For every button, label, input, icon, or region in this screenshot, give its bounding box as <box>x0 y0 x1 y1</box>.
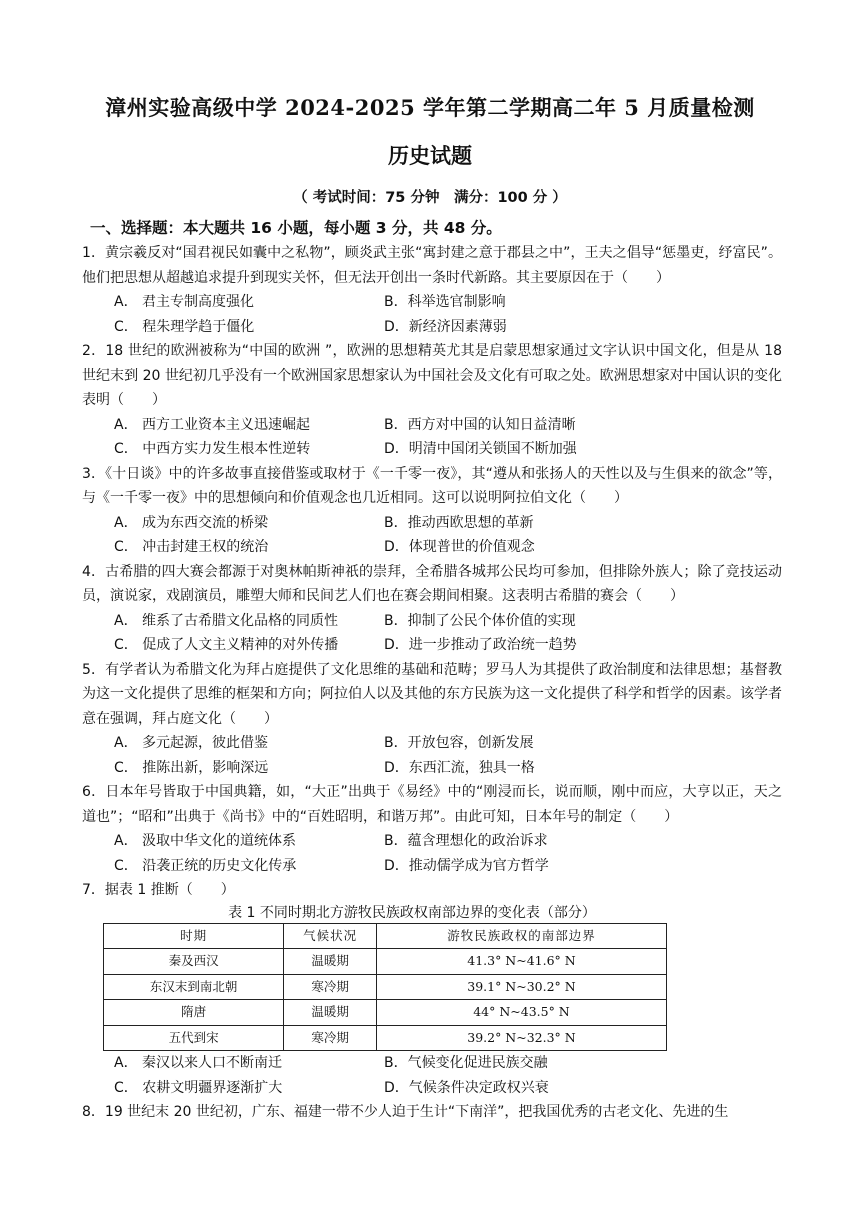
question-stem: 8．19 世纪末 20 世纪初，广东、福建一带不少人迫于生计“下南洋”，把我国优秀的古老文化、先进的生 <box>82 1104 729 1120</box>
section-heading: 一、选择题：本大题共 16 小题，每小题 3 分，共 48 分。 <box>90 219 502 237</box>
option-b[interactable]: B．气候变化促进民族交融 <box>384 1055 548 1071</box>
option-b[interactable]: B．蕴含理想化的政治诉求 <box>384 833 548 849</box>
question-6 <box>82 780 782 878</box>
option-d[interactable]: D．东西汇流，独具一格 <box>384 759 535 776</box>
question-8 <box>82 1100 782 1125</box>
table-cell: 秦及西汉 <box>104 949 284 975</box>
options <box>82 413 782 462</box>
column-header: 游牧民族政权的南部边界 <box>376 923 666 949</box>
question-3 <box>82 462 782 560</box>
table-row <box>104 1000 667 1026</box>
option-b[interactable]: B．抑制了公民个体价值的实现 <box>384 612 576 629</box>
option-c[interactable]: C． 程朱理学趋于僵化 <box>114 318 255 335</box>
question-stem: 5．有学者认为希腊文化为拜占庭提供了文化思维的基础和范畴；罗马人为其提供了政治制度和法律思想；基督教为这一文化提供了思维的框架和方向；阿拉伯人以及其他的东方民族为这一文化提供了科学和哲学的因素。该学者意在强调，拜占庭文化（ ） <box>82 661 782 727</box>
option-b[interactable]: B．开放包容，创新发展 <box>384 735 534 751</box>
question-stem: 6．日本年号皆取于中国典籍，如，“大正”出典于《易经》中的“刚浸而长，说而顺，刚中而应，大亨以正，天之道也”；“昭和”出典于《尚书》中的“百姓昭明，和谐万邦”。由此可知，日本年号的制定（ ） <box>82 784 782 825</box>
option-a[interactable]: A． 秦汉以来人口不断南迁 <box>114 1055 283 1071</box>
option-d[interactable]: D．推动儒学成为官方哲学 <box>384 857 549 874</box>
exam-meta: （ 考试时间：75 分钟 满分：100 分 ） <box>293 190 567 206</box>
option-a[interactable]: A． 多元起源，彼此借鉴 <box>114 735 269 751</box>
table-cell: 寒冷期 <box>284 974 377 1000</box>
option-a[interactable]: A． 维系了古希腊文化品格的同质性 <box>114 612 339 629</box>
question-1 <box>82 241 782 339</box>
exam-content <box>82 216 782 1125</box>
table-row <box>104 949 667 975</box>
question-7 <box>82 878 782 1100</box>
table-caption: 表 1 不同时期北方游牧民族政权南部边界的变化表（部分） <box>228 904 596 921</box>
option-c[interactable]: C． 推陈出新，影响深远 <box>114 759 269 776</box>
table-cell: 温暖期 <box>284 949 377 975</box>
option-d[interactable]: D．气候条件决定政权兴衰 <box>384 1079 549 1096</box>
question-stem: 2．18 世纪的欧洲被称为“中国的欧洲 ”，欧洲的思想精英尤其是启蒙思想家通过文字认识中国文化，但是从 18 世纪末到 20 世纪初几乎没有一个欧洲国家思想家认为中国社会及文化有可取之处。欧洲思想家对中国认识的变化表明（ ） <box>82 343 782 408</box>
subject-title: 历史试题 <box>388 143 472 168</box>
question-4 <box>82 560 782 658</box>
options <box>82 511 782 560</box>
option-c[interactable]: C． 农耕文明疆界逐渐扩大 <box>114 1079 283 1096</box>
option-c[interactable]: C． 中西方实力发生根本性逆转 <box>114 441 311 457</box>
options <box>82 829 782 878</box>
table-cell: 五代到宋 <box>104 1025 284 1051</box>
table-cell: 隋唐 <box>104 1000 284 1026</box>
option-d[interactable]: D．体现普世的价值观念 <box>384 539 535 555</box>
table-header-row <box>104 923 667 949</box>
table-cell: 39.2° N~32.3° N <box>376 1025 666 1051</box>
option-d[interactable]: D．进一步推动了政治统一趋势 <box>384 637 577 653</box>
options <box>82 731 782 780</box>
column-header: 气候状况 <box>284 923 377 949</box>
options <box>82 609 782 658</box>
options <box>82 1051 782 1100</box>
question-stem: 7．据表 1 推断（ ） <box>82 882 235 898</box>
question-5 <box>82 658 782 781</box>
option-a[interactable]: A． 汲取中华文化的道统体系 <box>114 833 297 849</box>
table-cell: 东汉末到南北朝 <box>104 974 284 1000</box>
table-cell: 41.3° N~41.6° N <box>376 949 666 975</box>
table-cell: 温暖期 <box>284 1000 377 1026</box>
table-cell: 44° N~43.5° N <box>376 1000 666 1026</box>
option-c[interactable]: C． 促成了人文主义精神的对外传播 <box>114 637 339 653</box>
table-row <box>104 1025 667 1051</box>
exam-title: 漳州实验高级中学 2024-2025 学年第二学期高二年 5 月质量检测 <box>105 95 755 120</box>
option-c[interactable]: C． 沿袭正统的历史文化传承 <box>114 857 297 874</box>
column-header: 时期 <box>104 923 284 949</box>
question-stem: 4．古希腊的四大赛会都源于对奥林帕斯神祇的崇拜，全希腊各城邦公民均可参加，但排除外族人；除了竞技运动员，演说家，戏剧演员，雕塑大师和民间艺人们也在赛会期间相聚。这表明古希腊的赛会（ ） <box>82 563 782 604</box>
option-c[interactable]: C． 冲击封建王权的统治 <box>114 539 269 555</box>
table-cell: 寒冷期 <box>284 1025 377 1051</box>
option-d[interactable]: D．新经济因素薄弱 <box>384 318 507 335</box>
option-a[interactable]: A． 成为东西交流的桥梁 <box>114 514 269 531</box>
options <box>82 290 782 339</box>
option-b[interactable]: B．推动西欧思想的革新 <box>384 514 534 531</box>
question-2 <box>82 339 782 462</box>
option-b[interactable]: B．科举选官制影响 <box>384 294 506 310</box>
table-cell: 39.1° N~30.2° N <box>376 974 666 1000</box>
table-row <box>104 974 667 1000</box>
option-b[interactable]: B．西方对中国的认知日益清晰 <box>384 416 576 433</box>
option-a[interactable]: A． 西方工业资本主义迅速崛起 <box>114 416 311 433</box>
question-stem: 1．黄宗羲反对“国君视民如囊中之私物”，顾炎武主张“寓封建之意于郡县之中”，王夫之倡导“惩墨吏，纾富民”。他们把思想从超越追求提升到现实关怀，但无法开创出一条时代新路。其主要原因在于（ ） <box>82 245 782 286</box>
option-a[interactable]: A． 君主专制高度强化 <box>114 294 255 310</box>
option-d[interactable]: D．明清中国闭关锁国不断加强 <box>384 441 577 457</box>
question-stem: 3．《十日谈》中的许多故事直接借鉴或取材于《一千零一夜》，其“遵从和张扬人的天性以及与生俱来的欲念”等，与《一千零一夜》中的思想倾向和价值观念也几近相同。这可以说明阿拉伯文化（ ） <box>82 465 782 506</box>
data-table <box>103 923 667 1052</box>
